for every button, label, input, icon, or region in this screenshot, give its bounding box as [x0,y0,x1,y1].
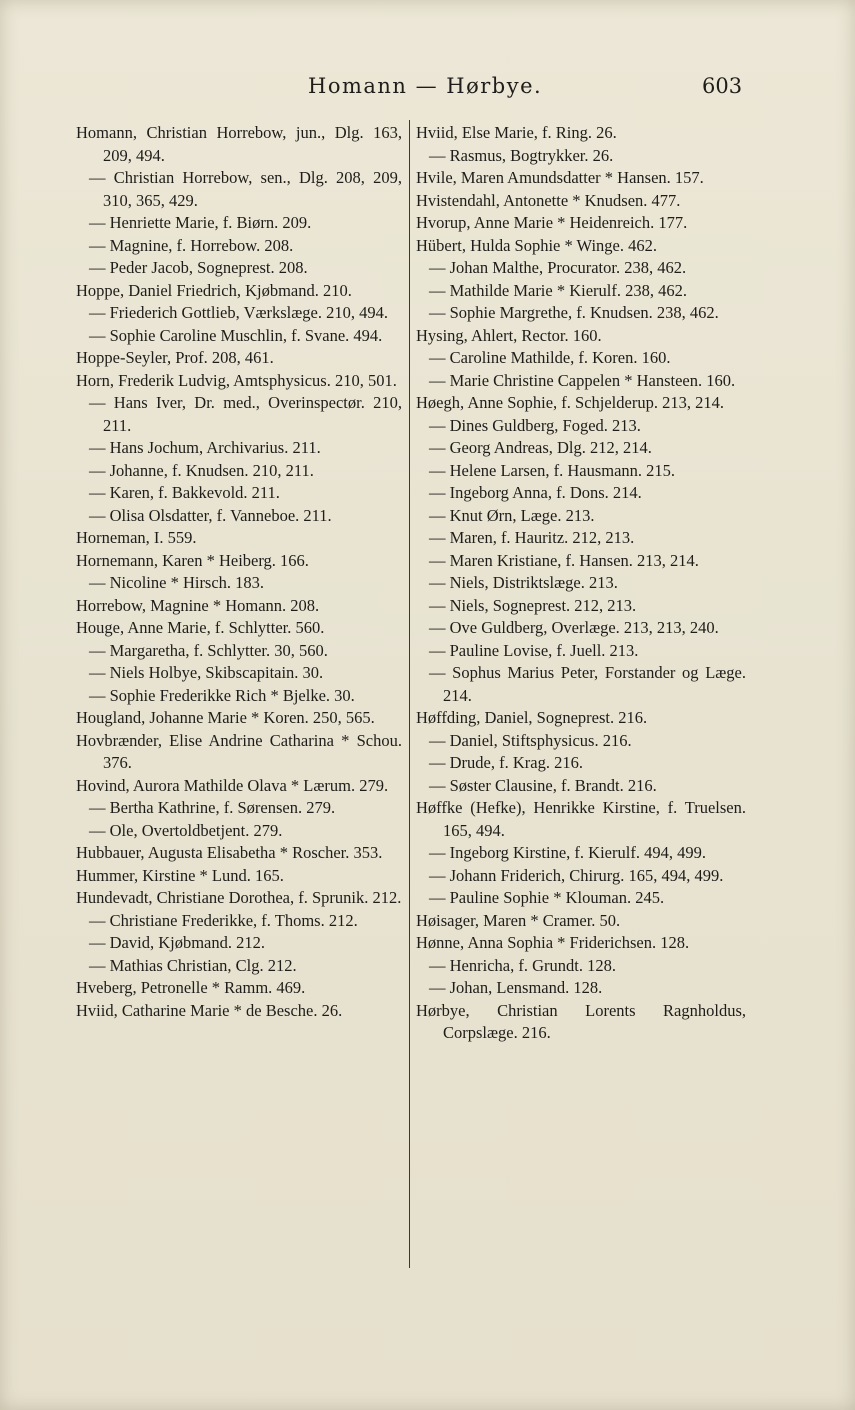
index-subentry: — Niels, Sogneprest. 212, 213. [429,595,637,615]
index-subentry: — Mathilde Marie * Kierulf. 238, 462. [429,280,687,300]
index-subentry: — Karen, f. Bakkevold. 211. [89,483,280,502]
index-entry: Hysing, Ahlert, Rector. 160. [416,325,602,345]
index-entry: Høisager, Maren * Cramer. 50. [416,910,621,930]
index-subentry: — Hans Iver, Dr. med., Overinspectør. 210, 211. [89,393,402,435]
index-subentry: — Mathias Christian, Clg. 212. [89,955,297,975]
index-subentry: — Ove Guldberg, Overlæge. 213, 213, 240. [429,618,719,637]
index-entry: Hovbrænder, Elise Andrine Catharina * Schou. 376. [76,730,402,772]
index-subentry: — David, Kjøbmand. 212. [89,933,265,952]
index-subentry: — Friederich Gottlieb, Værkslæge. 210, 494. [89,303,388,322]
index-entry: Hornemann, Karen * Heiberg. 166. [76,550,309,570]
index-subentry: — Marie Christine Cappelen * Hansteen. 160. [429,370,736,390]
column-divider [409,120,410,1268]
index-entry: Hønne, Anna Sophia * Friderichsen. 128. [416,933,690,952]
index-entry: Hvorup, Anne Marie * Heidenreich. 177. [416,213,688,232]
index-entry: Hubbauer, Augusta Elisabetha * Roscher. 353. [76,843,383,862]
index-entry: Hvistendahl, Antonette * Knudsen. 477. [416,190,681,210]
index-entry: Hummer, Kirstine * Lund. 165. [76,865,284,885]
index-subentry: — Niels Holbye, Skibscapitain. 30. [89,663,324,682]
index-subentry: — Rasmus, Bogtrykker. 26. [429,145,614,165]
index-subentry: — Henriette Marie, f. Biørn. 209. [89,213,312,232]
index-subentry: — Maren, f. Hauritz. 212, 213. [429,528,635,547]
index-subentry: — Margaretha, f. Schlytter. 30, 560. [89,640,328,660]
index-subentry: — Christian Horrebow, sen., Dlg. 208, 209, 310, 365, 429. [89,168,402,210]
index-subentry: — Sophie Caroline Muschlin, f. Svane. 494. [89,325,383,345]
index-entry: Hundevadt, Christiane Dorothea, f. Sprunik. 212. [76,888,402,907]
index-entry: Hviid, Else Marie, f. Ring. 26. [416,123,617,142]
index-subentry: — Drude, f. Krag. 216. [429,753,583,772]
index-subentry: — Ingeborg Anna, f. Dons. 214. [429,483,642,502]
index-entry: Høegh, Anne Sophie, f. Schjelderup. 213, 214. [416,393,724,412]
index-entry: Horneman, I. 559. [76,528,197,547]
index-subentry: — Johan, Lensmand. 128. [429,978,603,997]
index-entry: Hougland, Johanne Marie * Koren. 250, 565. [76,708,375,727]
index-column-left [76,122,402,1022]
index-entry: Hviid, Catharine Marie * de Besche. 26. [76,1000,343,1020]
index-subentry: — Johan Malthe, Procurator. 238, 462. [429,258,687,277]
page-header [0,74,855,110]
index-subentry: — Peder Jacob, Sogneprest. 208. [89,258,308,277]
page-number: 603 [702,74,743,98]
index-entry: Hoppe-Seyler, Prof. 208, 461. [76,348,274,367]
index-column-right [416,122,746,1045]
index-entry: Houge, Anne Marie, f. Schlytter. 560. [76,618,325,637]
index-subentry: — Pauline Sophie * Klouman. 245. [429,888,665,907]
index-entry: Hveberg, Petronelle * Ramm. 469. [76,978,306,997]
index-subentry: — Caroline Mathilde, f. Koren. 160. [429,348,671,367]
index-subentry: — Magnine, f. Horrebow. 208. [89,235,294,255]
index-subentry: — Ingeborg Kirstine, f. Kierulf. 494, 499. [429,843,706,862]
index-subentry: — Dines Guldberg, Foged. 213. [429,415,641,435]
index-entry: Høffke (Hefke), Henrikke Kirstine, f. Truelsen. 165, 494. [416,798,746,840]
index-subentry: — Sophie Frederikke Rich * Bjelke. 30. [89,685,355,705]
index-subentry: — Georg Andreas, Dlg. 212, 214. [429,438,652,457]
index-subentry: — Knut Ørn, Læge. 213. [429,505,595,525]
index-subentry: — Pauline Lovise, f. Juell. 213. [429,640,639,660]
index-entry: Hovind, Aurora Mathilde Olava * Lærum. 279. [76,775,389,795]
index-subentry: — Olisa Olsdatter, f. Vanneboe. 211. [89,505,332,525]
index-subentry: — Nicoline * Hirsch. 183. [89,573,265,592]
index-subentry: — Hans Jochum, Archivarius. 211. [89,438,321,457]
index-entry: Horrebow, Magnine * Homann. 208. [76,595,320,615]
index-subentry: — Sophie Margrethe, f. Knudsen. 238, 462. [429,303,719,322]
index-entry: Høffding, Daniel, Sogneprest. 216. [416,708,648,727]
index-subentry: — Johanne, f. Knudsen. 210, 211. [89,460,314,480]
running-head: Homann — Hørbye. [308,74,543,98]
index-subentry: — Daniel, Stiftsphysicus. 216. [429,730,632,750]
index-subentry: — Sophus Marius Peter, Forstander og Læge. 214. [429,663,746,705]
index-subentry: — Maren Kristiane, f. Hansen. 213, 214. [429,550,699,570]
index-subentry: — Helene Larsen, f. Hausmann. 215. [429,460,676,480]
index-entry: Hørbye, Christian Lorents Ragnholdus, Corpslæge. 216. [416,1000,746,1042]
index-entry: Hübert, Hulda Sophie * Winge. 462. [416,235,657,255]
index-entry: Homann, Christian Horrebow, jun., Dlg. 163, 209, 494. [76,123,402,165]
index-entry: Hvile, Maren Amundsdatter * Hansen. 157. [416,168,704,187]
index-entry: Horn, Frederik Ludvig, Amtsphysicus. 210, 501. [76,370,397,390]
index-subentry: — Johann Friderich, Chirurg. 165, 494, 499. [429,865,724,885]
index-subentry: — Henricha, f. Grundt. 128. [429,955,616,975]
index-subentry: — Christiane Frederikke, f. Thoms. 212. [89,910,358,930]
index-entry: Hoppe, Daniel Friedrich, Kjøbmand. 210. [76,280,352,300]
index-subentry: — Bertha Kathrine, f. Sørensen. 279. [89,798,336,817]
index-subentry: — Niels, Distriktslæge. 213. [429,573,618,592]
index-subentry: — Søster Clausine, f. Brandt. 216. [429,775,657,795]
index-subentry: — Ole, Overtoldbetjent. 279. [89,820,283,840]
